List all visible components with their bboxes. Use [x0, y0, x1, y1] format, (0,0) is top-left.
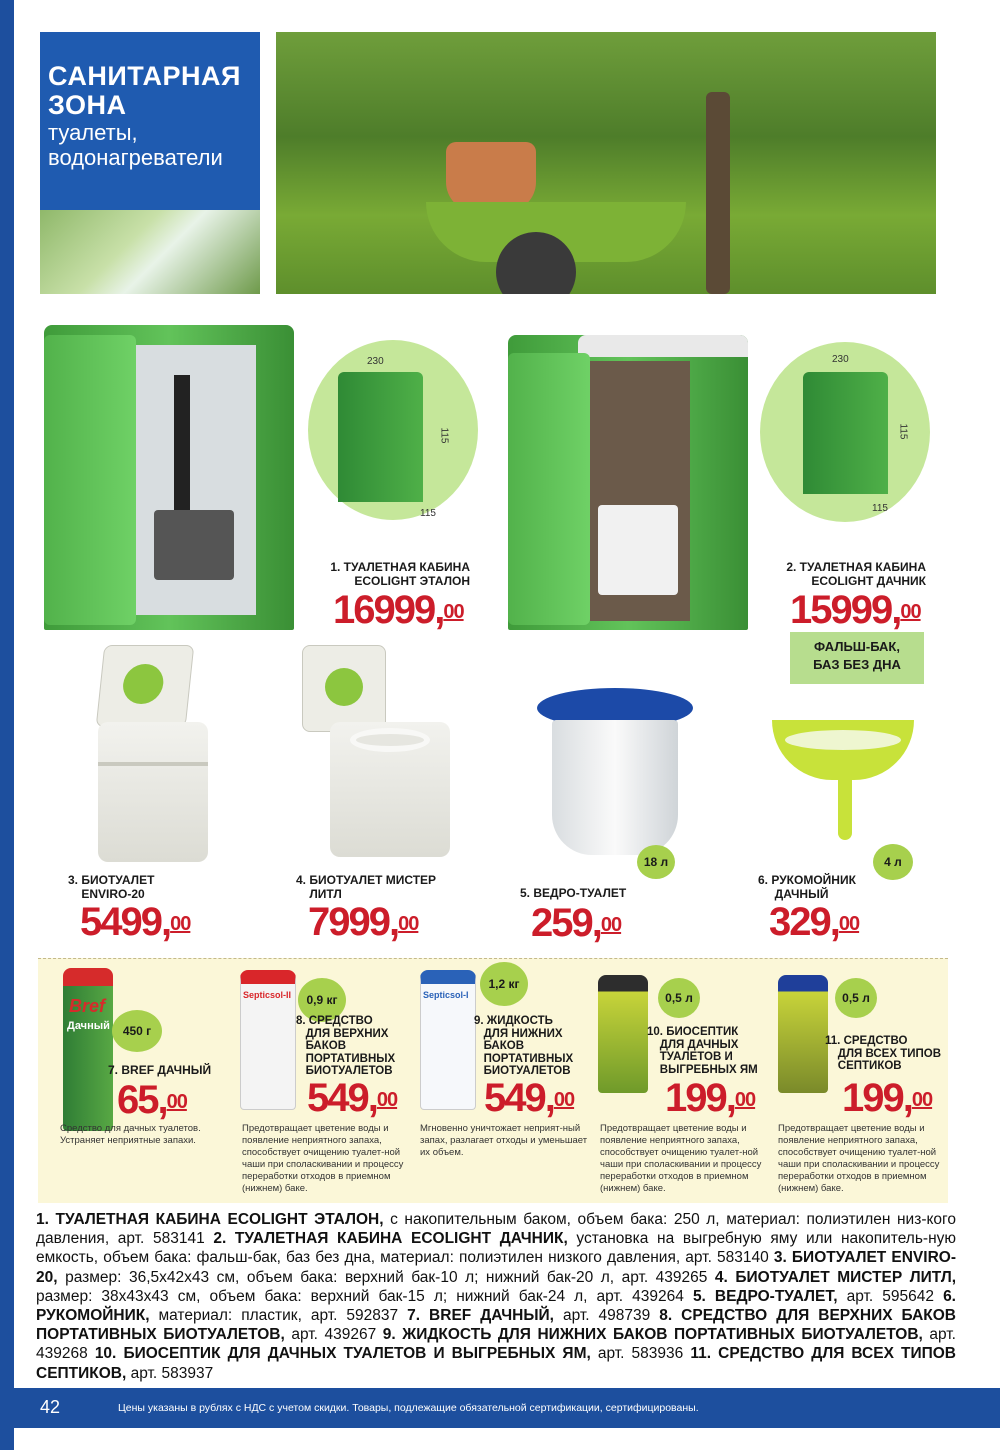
product-9-weight-badge: 1,2 кг	[480, 962, 528, 1006]
product-2-price: 15999,00	[790, 588, 921, 632]
product-10-name: 10. БИОСЕПТИК ДЛЯ ДАЧНЫХ ТУАЛЕТОВ И ВЫГРЕБНЫХ ЯМ	[647, 1026, 758, 1076]
product-7-name: 7. BREF ДАЧНЫЙ	[108, 1063, 212, 1077]
product-7-price: 65,00	[117, 1078, 187, 1122]
product-1-image	[44, 325, 294, 630]
product-2-tag-line1: ФАЛЬШ-БАК,	[814, 639, 900, 654]
product-4-logo-circle	[325, 668, 363, 706]
product-8-image	[240, 970, 296, 1110]
product-9-name: 9. ЖИДКОСТЬ ДЛЯ НИЖНИХ БАКОВ ПОРТАТИВНЫХ БИОТУАЛЕТОВ	[474, 1015, 574, 1077]
section-title-line2: ЗОНА	[48, 90, 127, 120]
product-3-image	[98, 722, 208, 862]
section-title-line1: САНИТАРНАЯ	[48, 61, 241, 91]
product-specifications-text: 1. ТУАЛЕТНАЯ КАБИНА ECOLIGHT ЭТАЛОН, с накопительным баком, объем бака: 250 л, материал: полиэтилен низ-кого давления, арт. 583141 2. ТУАЛЕТНАЯ КАБИНА ECOLIGHT ДАЧНИК, установка на выгребную яму или накопитель-ную емкость, объем бака: фальш-бак, баз без дна, материал: полиэтилен низкого давления, арт. 583140 3. БИОТУАЛЕТ ENVIRO-20, размер: 36,5x42x43 см, объем бака: верхний бак-10 л; нижний бак-20 л, арт. 439265 4. БИОТУАЛЕТ МИСТЕР ЛИТЛ, размер: 38x43x43 см, объем бака: верхний бак-15 л; нижний бак-24 л, арт. 439264 5. ВЕДРО-ТУАЛЕТ, арт. 595642 6. РУКОМОЙНИК, материал: пластик, арт. 592837 7. BREF ДАЧНЫЙ, арт. 498739 8. СРЕДСТВО ДЛЯ ВЕРХНИХ БАКОВ ПОРТАТИВНЫХ БИОТУАЛЕТОВ, арт. 439267 9. ЖИДКОСТЬ ДЛЯ НИЖНИХ БАКОВ ПОРТАТИВНЫХ БИОТУАЛЕТОВ, арт. 439268 10. БИОСЕПТИК ДЛЯ ДАЧНЫХ ТУАЛЕТОВ И ВЫГРЕБНЫХ ЯМ, арт. 583936 11. СРЕДСТВО ДЛЯ ВСЕХ ТИПОВ СЕПТИКОВ, арт. 583937	[36, 1211, 957, 1382]
cabin-roof	[578, 335, 748, 357]
product-11-name: 11. СРЕДСТВО ДЛЯ ВСЕХ ТИПОВ СЕПТИКОВ	[825, 1035, 942, 1072]
section-subtitle-line1: туалеты,	[48, 120, 138, 145]
product-3-lid	[96, 645, 195, 727]
product-7-sub-label: Дачный	[67, 1020, 110, 1032]
product-9-brand-label: Septicsol-I	[423, 990, 469, 1000]
product-1-name: 1. ТУАЛЕТНАЯ КАБИНА ECOLIGHT ЭТАЛОН	[330, 560, 470, 588]
product-11-volume-badge: 0,5 л	[835, 978, 877, 1018]
product-2-dim-depth: 115	[872, 503, 888, 514]
product-11-image	[778, 975, 828, 1093]
basin-spout	[838, 780, 852, 840]
product-9-description: Мгновенно уничтожает неприят-ный запах, разлагает отходы и уменьшает их объем.	[420, 1123, 588, 1158]
product-5-image	[552, 720, 678, 855]
product-2-dim-height: 115	[897, 423, 909, 440]
footer-note: Цены указаны в рублях с НДС с учетом скидки. Товары, подлежащие обязательной сертификации, сертифицированы.	[118, 1402, 699, 1414]
tree-trunk-shape	[706, 92, 730, 294]
product-7-weight-badge: 450 г	[112, 1010, 162, 1052]
section-subtitle	[48, 120, 223, 170]
product-7-description: Средство для дачных туалетов. Устраняет неприятные запахи.	[60, 1123, 201, 1146]
product-10-volume-badge: 0,5 л	[658, 978, 700, 1018]
left-brand-bar	[0, 0, 14, 1450]
toilet-seat-box	[598, 505, 678, 595]
product-1-price: 16999,00	[333, 588, 464, 632]
product-5-price: 259,00	[531, 901, 622, 945]
product-5-volume-badge: 18 л	[637, 845, 675, 879]
product-5-name: 5. ВЕДРО-ТУАЛЕТ	[520, 886, 627, 900]
product-1-dim-depth: 115	[420, 508, 436, 519]
product-3-name: 3. БИОТУАЛЕТ ENVIRO-20	[68, 873, 155, 901]
product-6-image	[772, 720, 914, 780]
product-11-price: 199,00	[842, 1076, 933, 1120]
product-4-image	[330, 722, 450, 857]
section-subtitle-line2: водонагреватели	[48, 145, 223, 170]
product-6-price: 329,00	[769, 900, 860, 944]
product-11-description: Предотвращает цветение воды и появление неприятного запаха, способствует очищению туалет-ной чаши при споласкивании и процессу переработки отходов в приемном (нижнем) баке.	[778, 1123, 940, 1194]
product-4-seat	[350, 728, 430, 752]
product-2-mini-cabin	[803, 372, 888, 494]
product-8-description: Предотвращает цветение воды и появление неприятного запаха, способствует очищению туалет-ной чаши при споласкивании и процессу переработки отходов в приемном (нижнем) баке.	[242, 1123, 404, 1194]
product-1-dim-height: 115	[438, 427, 450, 444]
product-10-description: Предотвращает цветение воды и появление неприятного запаха, способствует очищению туалет-ной чаши при споласкивании и процессу переработки отходов в приемном (нижнем) баке.	[600, 1123, 762, 1194]
product-9-image	[420, 970, 476, 1110]
product-9-price: 549,00	[484, 1076, 575, 1120]
product-2-dim-width: 230	[832, 354, 849, 365]
cabin-door	[44, 335, 136, 625]
product-6-volume-badge: 4 л	[873, 844, 913, 880]
product-7-image	[63, 968, 113, 1131]
seam-line	[98, 762, 208, 766]
toilet-seat-box	[154, 510, 234, 580]
product-8-name: 8. СРЕДСТВО ДЛЯ ВЕРХНИХ БАКОВ ПОРТАТИВНЫХ БИОТУАЛЕТОВ	[296, 1015, 396, 1077]
product-2-name: 2. ТУАЛЕТНАЯ КАБИНА ECOLIGHT ДАЧНИК	[786, 560, 926, 588]
product-7-brand-label: Bref	[69, 996, 106, 1016]
product-10-image	[598, 975, 648, 1093]
product-6-name: 6. РУКОМОЙНИК ДАЧНЫЙ	[758, 873, 856, 901]
section-title	[48, 62, 241, 120]
product-8-brand-label: Septicsol-II	[243, 990, 292, 1000]
page-number: 42	[40, 1397, 61, 1417]
product-10-price: 199,00	[665, 1076, 756, 1120]
water-splash-image	[40, 210, 260, 294]
product-3-logo-circle	[121, 664, 165, 704]
product-2-tag-line2: БАЗ БЕЗ ДНА	[813, 657, 901, 672]
product-4-name: 4. БИОТУАЛЕТ МИСТЕР ЛИТЛ	[296, 873, 437, 901]
product-8-weight-badge: 0,9 кг	[298, 978, 346, 1022]
product-4-price: 7999,00	[308, 900, 419, 944]
product-2-tag	[790, 632, 924, 684]
product-1-mini-cabin	[338, 372, 423, 502]
garden-photo	[276, 32, 936, 294]
product-8-price: 549,00	[307, 1076, 398, 1120]
cabin-door	[508, 353, 590, 625]
product-3-price: 5499,00	[80, 900, 191, 944]
basin-rim	[785, 730, 901, 750]
product-2-image	[508, 335, 748, 630]
product-4-lid	[302, 645, 386, 732]
product-1-dim-width: 230	[367, 356, 384, 367]
